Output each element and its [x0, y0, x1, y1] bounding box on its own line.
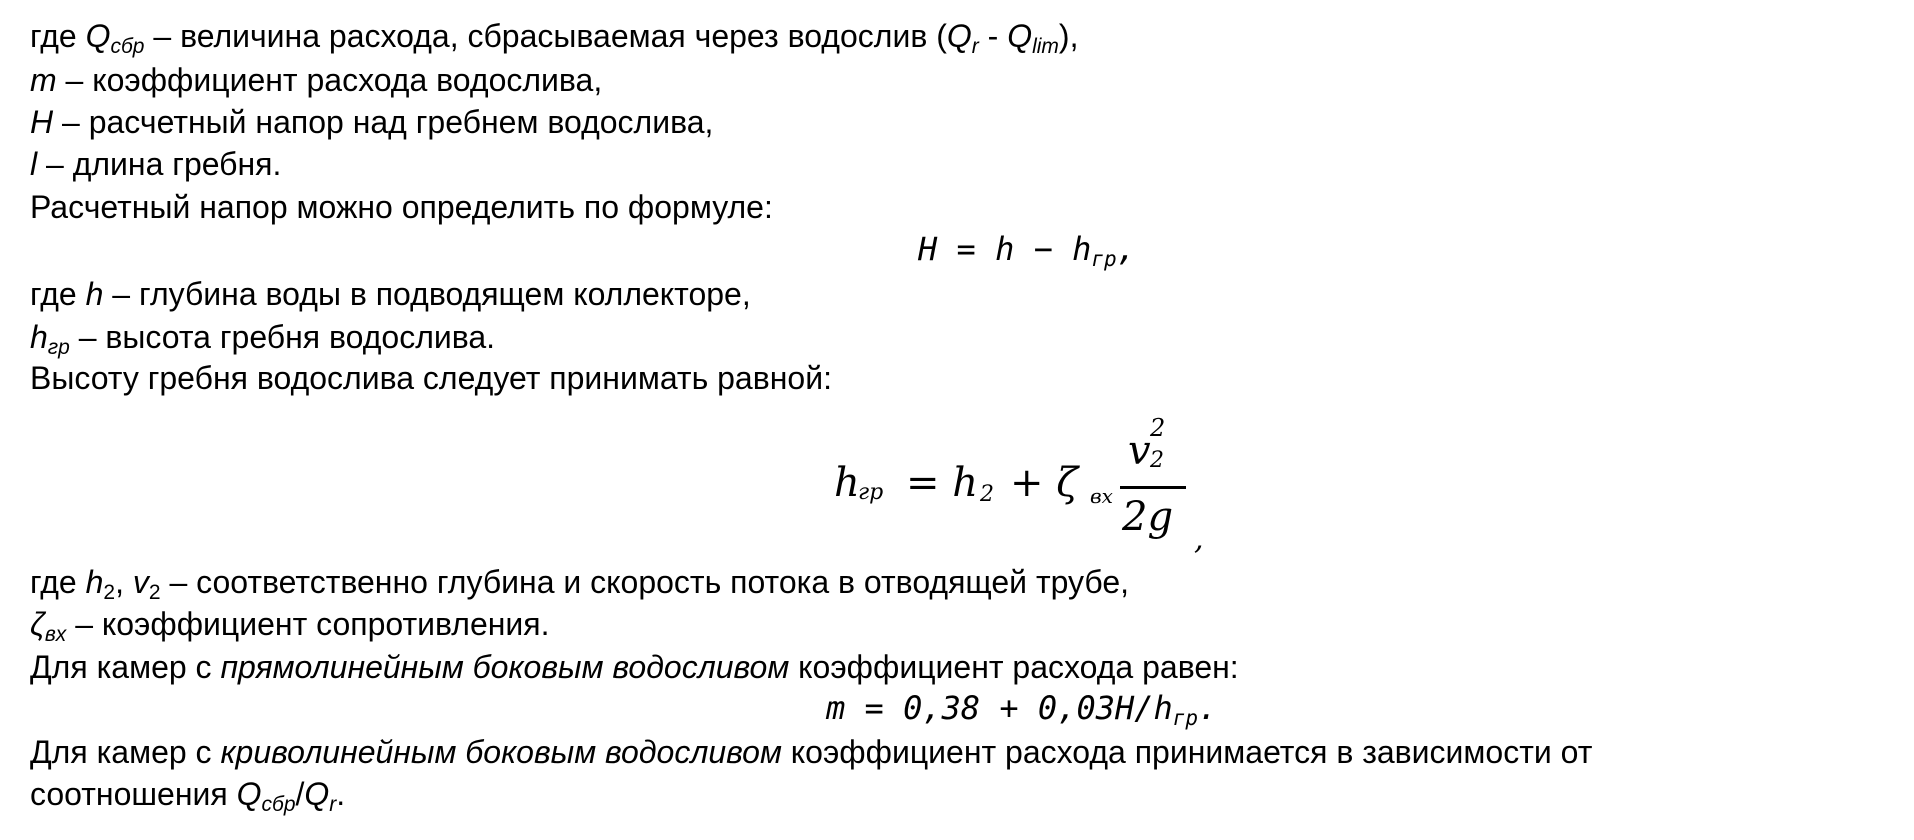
text: Расчетный напор можно определить по формуле:: [30, 189, 773, 225]
text: Для камер с: [30, 649, 221, 685]
sub: 2: [1150, 448, 1164, 473]
var-h: h: [85, 276, 104, 312]
sub: гр: [47, 336, 70, 359]
formula-m: [826, 688, 1217, 738]
text: где: [30, 276, 86, 312]
var-qlim: Q: [1007, 18, 1033, 54]
var-qr: Q: [304, 776, 330, 812]
sub: 2: [103, 581, 116, 604]
text: /: [295, 776, 305, 812]
sub: гр: [858, 480, 884, 505]
line-formula-intro: [30, 187, 773, 227]
line-straight-weir: [30, 647, 1239, 687]
sub: lim: [1032, 35, 1059, 58]
text: ,: [115, 564, 133, 600]
text: – соответственно глубина и скорость потока в отводящей трубе,: [160, 564, 1130, 600]
fraction-bar: [1120, 486, 1186, 489]
text: где: [30, 564, 86, 600]
text: – расчетный напор над гребнем водослива,: [53, 104, 714, 140]
text: -: [978, 18, 1008, 54]
var-l: l: [30, 146, 38, 182]
formula-num: v: [1128, 428, 1151, 474]
text: .: [336, 776, 346, 812]
text: коэффициент расхода равен:: [789, 649, 1239, 685]
text: – глубина воды в подводящем коллекторе,: [103, 276, 751, 312]
emphasis: прямолинейным боковым водосливом: [220, 649, 790, 685]
formula-text: ,: [1116, 230, 1136, 268]
formula-den: 2g: [1122, 494, 1174, 540]
text: – коэффициент сопротивления.: [66, 606, 550, 642]
line-l-definition: [30, 144, 281, 184]
text: Высоту гребня водослива следует принимать равной:: [30, 360, 832, 396]
emphasis: криволинейным боковым водосливом: [220, 734, 782, 770]
line-h-definition: [30, 102, 713, 142]
var-qr: Q: [946, 18, 972, 54]
text: – коэффициент расхода водослива,: [56, 62, 603, 98]
text: Для камер с: [30, 734, 221, 770]
formula-crest-height: [826, 414, 1226, 568]
sub: r: [329, 793, 337, 816]
sub: сбр: [261, 793, 296, 816]
var-zeta: ζ: [30, 606, 45, 642]
var-h: h: [85, 564, 104, 600]
formula-text: H = h − h: [918, 230, 1092, 268]
sub: гр: [1172, 706, 1199, 730]
var-q: Q: [236, 776, 262, 812]
sub: r: [971, 35, 979, 58]
sub: вх: [44, 623, 67, 646]
sub: гр: [1091, 247, 1117, 271]
sup: 2: [1150, 414, 1166, 442]
formula-eq: = h: [906, 460, 978, 506]
formula-head: [918, 229, 1136, 279]
sub: 2: [980, 482, 994, 507]
text: где: [30, 18, 86, 54]
sub: сбр: [110, 35, 145, 58]
var-v: v: [132, 564, 149, 600]
var-h: h: [30, 319, 48, 355]
formula-plus: + ζ: [1010, 460, 1078, 506]
formula-text: m = 0,38 + 0,03H/h: [826, 689, 1173, 727]
var-h: H: [30, 104, 54, 140]
formula-text: .: [1198, 689, 1218, 727]
text: – длина гребня.: [37, 146, 282, 182]
text: – высота гребня водослива.: [69, 319, 496, 355]
text: ),: [1058, 18, 1079, 54]
line-depth-definition: [30, 274, 751, 314]
line-m-definition: [30, 60, 602, 100]
sub: 2: [148, 581, 161, 604]
line-ratio: [30, 774, 345, 825]
var-q: Q: [85, 18, 111, 54]
formula-h: h: [834, 460, 860, 506]
line-curved-weir: [30, 732, 1592, 772]
formula-comma: ,: [1194, 522, 1204, 557]
text: – величина расхода, сбрасываемая через водослив (: [144, 18, 947, 54]
text: соотношения: [30, 776, 237, 812]
var-m: m: [30, 62, 57, 98]
sub: вх: [1090, 484, 1113, 508]
line-crest-intro: [30, 358, 832, 398]
text: коэффициент расхода принимается в зависимости от: [781, 734, 1593, 770]
